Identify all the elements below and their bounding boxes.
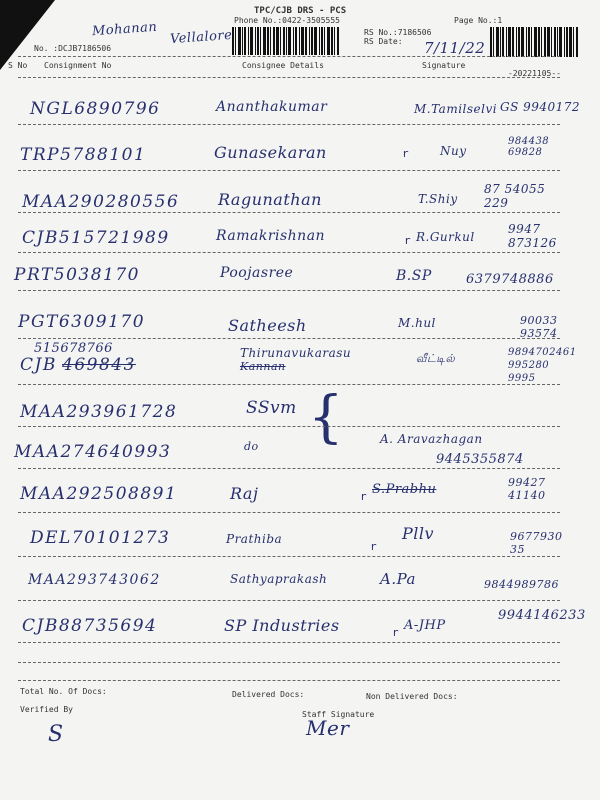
row-consignee: SSvm (246, 398, 297, 418)
row-phone: GS 9940172 (500, 100, 581, 114)
row-signature: T.Shiy (418, 192, 458, 206)
row-consignment: NGL6890796 (30, 99, 161, 119)
row-consignment: CJB515721989 (22, 228, 170, 248)
row-consignee: Raj (230, 484, 259, 503)
col-sno: S No (8, 61, 28, 70)
row-consignment: MAA293743062 (28, 572, 161, 588)
row-signature: Nuy (440, 144, 467, 158)
row-divider (18, 338, 560, 339)
tick-mark: r (404, 234, 411, 247)
row-phone: 984438 69828 (508, 136, 550, 158)
row-divider (18, 426, 560, 427)
row-consignee: Satheesh (228, 316, 307, 335)
tick-mark: r (392, 626, 399, 639)
row-phone: 9677930 35 (510, 530, 563, 556)
row-consignment-top: 515678766 (34, 341, 113, 356)
date-code: -20221105-- (508, 69, 561, 78)
col-signature: Signature (422, 61, 466, 70)
row-consignee: Ragunathan (218, 190, 322, 209)
row-phone: 9894702461 995280 9995 (508, 347, 577, 384)
row-signature: M.Tamilselvi (414, 102, 498, 116)
header-divider (18, 56, 560, 57)
row-divider (18, 512, 560, 513)
footer-divider (18, 680, 560, 681)
row-signature: A.Pa (380, 570, 416, 588)
tick-mark: r (360, 490, 367, 503)
row-consignment: DEL70101273 (30, 528, 171, 548)
row-signature: வீட்டில் (416, 352, 456, 365)
row-signature: A. Aravazhagan (380, 432, 483, 446)
row-consignment: MAA293961728 (20, 402, 178, 422)
drs-number: No. :DCJB7186506 (34, 44, 112, 53)
row-divider (18, 384, 560, 385)
row-phone: 9445355874 (436, 452, 524, 467)
row-consignee: do (244, 440, 259, 453)
row-divider (18, 124, 560, 125)
row-consignment: MAA290280556 (22, 192, 180, 212)
column-divider (18, 77, 560, 78)
row-divider (18, 662, 560, 663)
row-consignment: PGT6309170 (18, 312, 146, 332)
row-consignment: CJB88735694 (22, 616, 158, 636)
row-signature: A-JHP (404, 618, 446, 633)
row-divider (18, 642, 560, 643)
rs-date-label: RS Date: (364, 37, 403, 46)
row-divider (18, 252, 560, 253)
phone-number: Phone No.:0422-3505555 (234, 16, 340, 25)
rs-number: RS No.:7186506 (364, 28, 432, 37)
barcode-right (490, 27, 596, 57)
row-divider (18, 212, 560, 213)
verified-signature: S (48, 722, 64, 747)
row-consignee: Thirunavukarasu (240, 346, 352, 360)
row-consignee: Ananthakumar (216, 99, 328, 115)
tick-mark: r (370, 540, 377, 553)
row-consignment: PRT5038170 (14, 265, 140, 285)
row-phone: 9844989786 (484, 578, 559, 591)
row-consignment-struck: 469843 (62, 355, 136, 375)
scan-corner (0, 0, 55, 70)
tick-mark: r (402, 147, 409, 160)
row-signature: S.Prabhu (372, 482, 437, 497)
row-phone: 87 54055 229 (484, 182, 546, 210)
row-phone: 90033 93574 (520, 314, 558, 340)
row-divider (18, 556, 560, 557)
grouping-brace: { (308, 385, 344, 450)
col-consignee: Consignee Details (242, 61, 324, 70)
sheet-title: TPC/CJB DRS - PCS (254, 6, 347, 16)
row-consignee: Gunasekaran (214, 143, 327, 162)
barcode-left (232, 27, 358, 55)
non-delivered-docs: Non Delivered Docs: (366, 692, 458, 701)
row-signature: R.Gurkul (416, 230, 475, 244)
handwritten-name: Mohanan (91, 19, 158, 40)
row-phone: 99427 41140 (508, 476, 546, 502)
row-consignee: Ramakrishnan (216, 228, 326, 244)
row-consignment: TRP5788101 (20, 145, 147, 165)
row-signature: M.hul (398, 316, 436, 330)
row-divider (18, 468, 560, 469)
row-signature: Pllv (402, 524, 435, 543)
row-divider (18, 290, 560, 291)
row-consignee: Prathiba (226, 532, 283, 546)
page-number: Page No.:1 (454, 16, 503, 25)
row-divider (18, 170, 560, 171)
rs-date-handwritten: 7/11/22 (424, 39, 486, 57)
row-phone: 9947 873126 (508, 222, 557, 250)
row-consignment: MAA292508891 (20, 484, 178, 504)
total-docs: Total No. Of Docs: (20, 687, 107, 696)
row-consignment: MAA274640993 (14, 442, 172, 462)
row-consignee: SP Industries (224, 616, 340, 635)
staff-signature-label: Staff Signature (302, 710, 375, 719)
row-consignee: Poojasree (220, 265, 294, 281)
delivered-docs: Delivered Docs: (232, 690, 305, 699)
row-phone: 6379748886 (466, 272, 554, 287)
row-consignee: Sathyaprakash (230, 572, 328, 586)
staff-signature: Mer (306, 716, 350, 740)
handwritten-area: Vellalore (169, 27, 233, 48)
row-consignee-struck: Kannan (240, 360, 286, 373)
row-divider (18, 600, 560, 601)
verified-by: Verified By (20, 705, 73, 714)
row-consignment: CJB (20, 355, 57, 375)
row-phone: 9944146233 (498, 608, 586, 623)
row-signature: B.SP (396, 268, 432, 284)
col-consignment: Consignment No (44, 61, 112, 70)
